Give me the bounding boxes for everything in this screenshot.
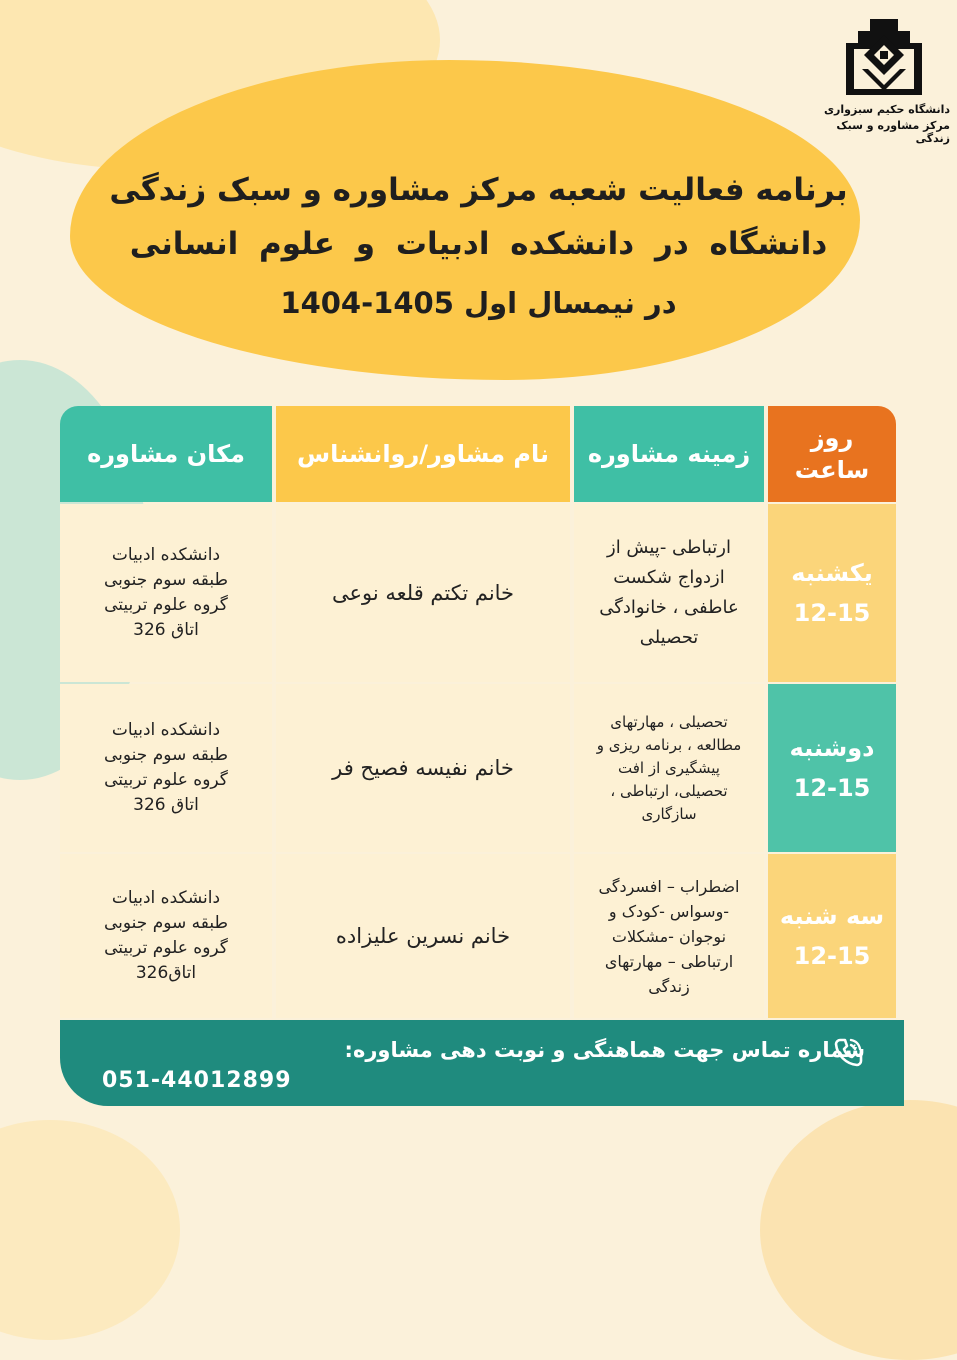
field-line: نوجوان -مشکلات [611, 926, 727, 946]
location-line: اتاق326 [135, 963, 197, 983]
row-location-cell [60, 684, 272, 852]
row-day-cell [768, 504, 896, 682]
row-time: 12-15 [793, 599, 871, 627]
location-line: طبقه سوم جنوبی [103, 745, 229, 765]
row-counselor: خانم نسرین علیزاده [276, 854, 570, 1018]
field-line: پیشگیری از افت [618, 758, 720, 777]
contact-label: شماره تماس جهت هماهنگی و نوبت دهی مشاوره: [344, 1038, 865, 1062]
header-day-label: روز [810, 424, 854, 452]
location-line: گروه علوم تربیتی [104, 595, 228, 615]
contact-phone-number[interactable]: 051-44012899 [102, 1068, 292, 1093]
row-counselor: خانم نفیسه فصیح فر [276, 684, 570, 852]
schedule-table [60, 406, 896, 1018]
logo-university-name: دانشگاه حکیم سبزواری [823, 103, 950, 116]
header-day-time [768, 406, 896, 502]
field-line: زندگی [648, 976, 690, 996]
row-field-cell [574, 504, 764, 682]
row-field-cell [574, 684, 764, 852]
field-line: تحصیلی ، مهارتهای [610, 712, 728, 731]
row-day-cell [768, 854, 896, 1018]
field-line: عاطفی ، خانوادگی [599, 597, 739, 618]
logo-emblem-icon [844, 17, 924, 97]
row-location-cell [60, 504, 272, 682]
field-line: مطالعه ، برنامه ریزی و [596, 735, 742, 754]
header-field: زمینه مشاوره [574, 406, 764, 502]
field-line: ازدواج شکست [613, 567, 725, 588]
semester-label: در نیمسال اول 1405-1404 [280, 286, 677, 320]
location-line: گروه علوم تربیتی [104, 770, 228, 790]
location-line: دانشکده ادبیات [111, 545, 221, 565]
row-day: یکشنبه [791, 559, 873, 587]
location-line: اتاق 326 [133, 620, 199, 640]
background-blob [760, 1100, 957, 1360]
row-day-cell [768, 684, 896, 852]
field-line: -وسواس -کودک و [608, 901, 730, 921]
location-line: طبقه سوم جنوبی [103, 570, 229, 590]
row-location-cell [60, 854, 272, 1018]
page-title: برنامه فعالیت شعبه مرکز مشاوره و سبک زندگی [109, 172, 848, 208]
row-counselor: خانم تکتم قلعه نوعی [276, 504, 570, 682]
field-line: سازگاری [641, 804, 697, 823]
row-time: 12-15 [793, 942, 871, 970]
field-line: تحصیلی [639, 627, 699, 648]
location-line: اتاق 326 [133, 795, 199, 815]
page-subtitle: دانشگاه در دانشکده ادبیات و علوم انسانی [129, 226, 828, 262]
university-logo [820, 15, 950, 145]
header-counselor: نام مشاور/روانشناس [276, 406, 570, 502]
header-time-label: ساعت [794, 456, 870, 484]
field-line: ارتباطی – مهارتهای [604, 951, 734, 971]
row-time: 12-15 [793, 774, 871, 802]
location-line: گروه علوم تربیتی [104, 938, 228, 958]
row-day: سه شنبه [779, 902, 885, 930]
field-line: اضطراب – افسردگی [598, 876, 740, 896]
background-blob [0, 1120, 180, 1340]
header-location: مکان مشاوره [60, 406, 272, 502]
title-banner [70, 60, 860, 380]
contact-bar [60, 1020, 904, 1106]
row-day: دوشنبه [789, 734, 875, 762]
field-line: تحصیلی، ارتباطی ، [610, 781, 728, 800]
field-line: ارتباطی -پیش از [607, 537, 731, 558]
location-line: طبقه سوم جنوبی [103, 913, 229, 933]
row-field-cell [574, 854, 764, 1018]
location-line: دانشکده ادبیات [111, 888, 221, 908]
location-line: دانشکده ادبیات [111, 720, 221, 740]
logo-center-name: مرکز مشاوره و سبک زندگی [836, 119, 950, 145]
